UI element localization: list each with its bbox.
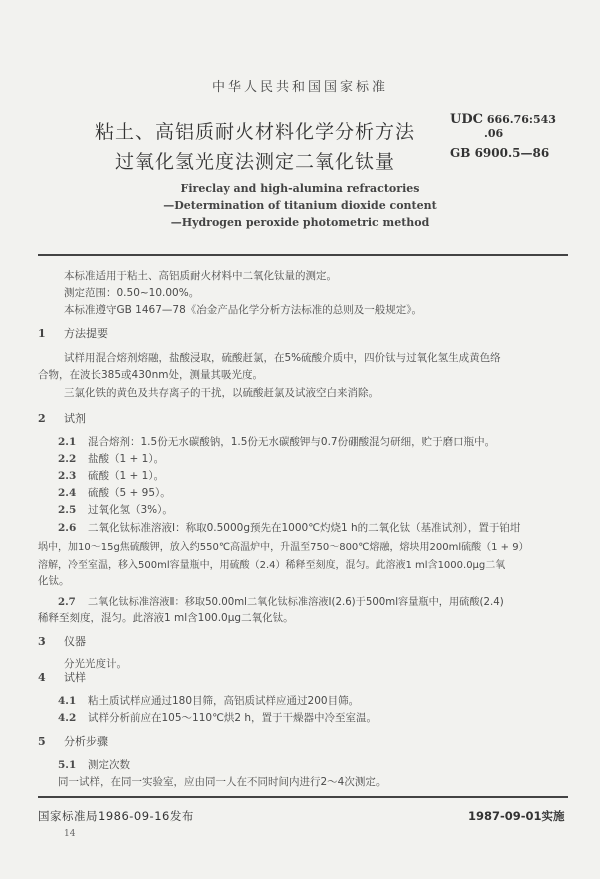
english-title-line-1: Fireclay and high-alumina refractories xyxy=(180,182,420,195)
english-title-line-3: —Hydrogen peroxide photometric method xyxy=(170,216,430,229)
effective-date: 1987-09-01实施 xyxy=(468,809,565,823)
national-standard-kicker: 中华人民共和国国家标准 xyxy=(211,80,388,95)
top-rule xyxy=(38,254,568,256)
english-title-line-2: —Determination of titanium dioxide content xyxy=(163,199,437,212)
reagent-2-5: 2.5 过氧化氢（3%）。 xyxy=(58,504,173,516)
section-number: 3 xyxy=(38,635,46,648)
section-number: 1 xyxy=(38,327,46,340)
english-title xyxy=(0,180,600,231)
intro-line-3: 本标准遵守GB 1467—78《冶金产品化学分析方法标准的总则及一般规定》。 xyxy=(64,304,423,316)
udc-sub: .06 xyxy=(484,127,504,140)
sample-4-1: 4.1 粘土质试样应通过180目筛，高铝质试样应通过200目筛。 xyxy=(58,695,360,707)
section-5-heading xyxy=(38,733,108,749)
reagent-2-6-line2: 埚中，加10～15g焦硫酸钾，放入约550℃高温炉中，升温至750～800℃熔融，熔块用200ml硫酸（1 + 9） xyxy=(38,542,529,553)
reagent-2-7-line1: 2.7 二氧化钛标准溶液Ⅱ：移取50.00ml二氧化钛标准溶液Ⅰ(2.6)于500ml容量瓶中，用硫酸(2.4) xyxy=(58,596,504,608)
title-line-2: 过氧化氢光度法测定二氧化钛量 xyxy=(115,151,396,173)
udc-label: UDC xyxy=(450,112,483,127)
subsection-5-1: 5.1 测定次数 xyxy=(58,759,130,771)
reagent-2-1: 2.1 混合熔剂：1.5份无水碳酸钠，1.5份无水碳酸钾与0.7份硼酸混匀研细，贮于磨口瓶中。 xyxy=(58,436,496,448)
section-title: 分析步骤 xyxy=(64,735,108,748)
section-2-heading xyxy=(38,410,86,426)
intro-line-2: 测定范围：0.50~10.00%。 xyxy=(64,287,200,299)
reagent-2-6-line1: 2.6 二氧化钛标准溶液Ⅰ：称取0.5000g预先在1000℃灼烧1 h的二氧化钛（基准试剂），置于铂坩 xyxy=(58,522,521,534)
reagent-2-6-line3: 溶解，冷至室温，移入500ml容量瓶中，用硫酸（2.4）稀释至刻度，混匀。此溶液1 ml含1000.0μg二氧 xyxy=(38,560,506,571)
reagent-2-6-line4: 化钛。 xyxy=(38,575,70,587)
sample-4-2: 4.2 试样分析前应在105～110℃烘2 h，置于干燥器中冷至室温。 xyxy=(58,712,378,724)
title-line-1: 粘土、高铝质耐火材料化学分析方法 xyxy=(95,121,416,143)
section-number: 5 xyxy=(38,735,46,748)
reagent-2-7-line2: 稀释至刻度，混匀。此溶液1 ml含100.0μg二氧化钛。 xyxy=(38,612,294,624)
section-1-heading xyxy=(38,325,108,341)
s1-para1-line1: 试样用混合熔剂熔融，盐酸浸取，硫酸赶氯，在5%硫酸介质中，四价钛与过氧化氢生成黄色络 xyxy=(64,352,501,364)
intro-line-1: 本标准适用于粘土、高铝质耐火材料中二氧化钛量的测定。 xyxy=(64,270,337,282)
page-number: 14 xyxy=(64,829,76,839)
section-title: 仪器 xyxy=(64,635,86,648)
reagent-2-3: 2.3 硫酸（1 + 1）。 xyxy=(58,470,165,482)
s1-para2: 三氯化铁的黄色及共存离子的干扰，以硫酸赶氯及试液空白来消除。 xyxy=(64,387,379,399)
reagent-2-2: 2.2 盐酸（1 + 1）。 xyxy=(58,453,165,465)
section-number: 4 xyxy=(38,671,46,684)
section-title: 方法提要 xyxy=(64,327,108,340)
gb-number: GB 6900.5—86 xyxy=(450,146,550,160)
issue-date: 国家标准局1986-09-16发布 xyxy=(38,809,194,823)
section-title: 试样 xyxy=(64,671,86,684)
s3-text: 分光光度计。 xyxy=(64,658,127,670)
section-4-heading xyxy=(38,669,86,685)
reagent-2-4: 2.4 硫酸（5 + 95）。 xyxy=(58,487,171,499)
udc-code xyxy=(450,113,556,141)
s5-text: 同一试样，在同一实验室，应由同一人在不同时间内进行2～4次测定。 xyxy=(58,776,387,788)
section-3-heading xyxy=(38,633,86,649)
section-title: 试剂 xyxy=(64,412,86,425)
bottom-rule xyxy=(38,796,568,798)
s1-para1-line2: 合物，在波长385或430nm处，测量其吸光度。 xyxy=(38,369,263,381)
udc-value: 666.76:543 xyxy=(486,113,556,126)
section-number: 2 xyxy=(38,412,46,425)
